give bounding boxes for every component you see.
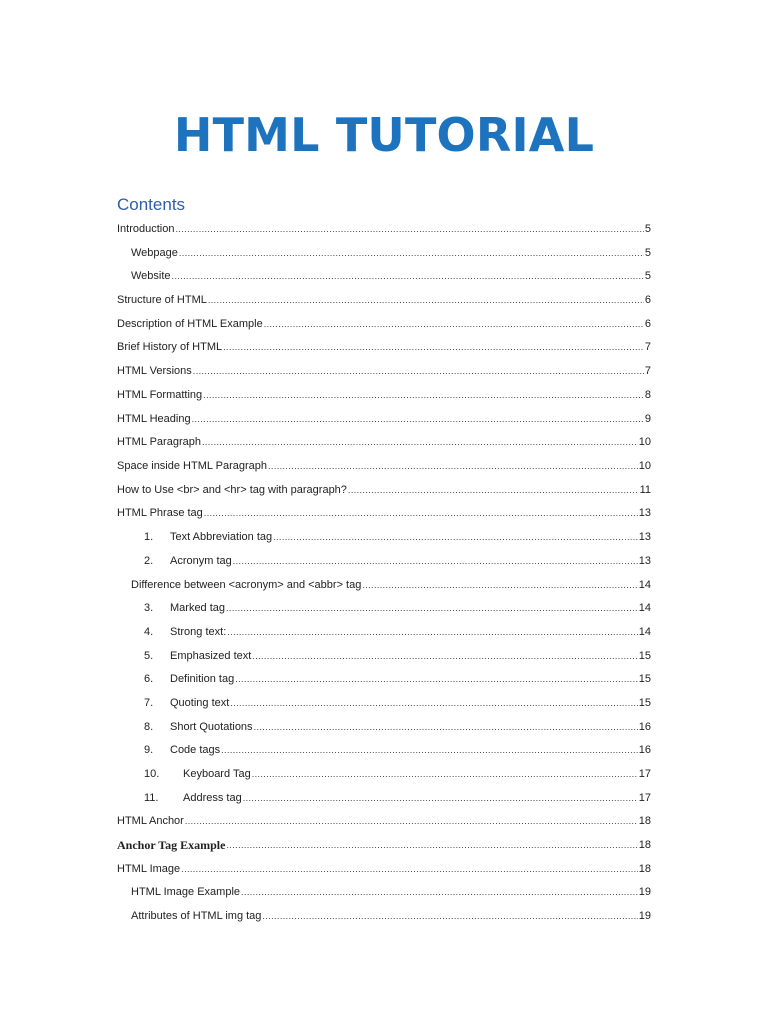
toc-entry[interactable] [117,860,651,876]
toc-entry-number: 1. [144,531,154,543]
toc-entry-number: 5. [144,650,154,662]
toc-leader-dots [203,388,644,402]
toc-entry[interactable] [144,647,651,663]
toc-entry-page: 17 [638,768,651,780]
toc-entry[interactable] [144,623,651,639]
toc-entry-page: 19 [638,886,651,898]
toc-entry[interactable] [144,765,651,781]
toc-entry[interactable] [117,504,651,520]
toc-entry-label: Quoting text [170,697,230,709]
toc-entry-page: 16 [638,721,651,733]
toc-leader-dots [235,672,638,686]
toc-entry[interactable] [117,433,651,449]
toc-entry-label: Text Abbreviation tag [170,531,273,543]
toc-entry[interactable] [117,457,651,473]
toc-entry-label: HTML Anchor [117,815,184,827]
toc-entry-page: 16 [638,744,651,756]
toc-entry-label: Marked tag [170,602,226,614]
toc-entry-page: 13 [638,507,651,519]
toc-leader-dots [227,625,637,639]
toc-leader-dots [262,909,637,923]
toc-entry-label: How to Use <br> and <hr> tag with paragraph? [117,484,347,496]
toc-entry[interactable] [117,362,651,378]
toc-entry-label: Introduction [117,223,175,235]
toc-leader-dots [202,435,638,449]
toc-entry[interactable] [144,552,651,568]
toc-entry-label: Webpage [131,247,178,259]
toc-entry-label: Difference between <acronym> and <abbr> tag [131,579,362,591]
toc-leader-dots [243,791,638,805]
toc-entry-number: 10. [144,768,160,780]
toc-leader-dots [193,364,644,378]
toc-entry[interactable] [131,907,651,923]
toc-entry-page: 6 [644,318,651,330]
toc-entry-page: 15 [638,650,651,662]
toc-entry-page: 11 [639,484,651,496]
toc-entry[interactable] [144,599,651,615]
toc-entry-page: 18 [638,815,651,827]
toc-leader-dots [273,530,638,544]
toc-entry[interactable] [144,789,651,805]
toc-entry-label: Strong text: [170,626,227,638]
toc-entry[interactable] [117,315,651,331]
toc-entry[interactable] [117,410,651,426]
toc-entry-number: 2. [144,555,154,567]
toc-leader-dots [223,340,644,354]
toc-entry-page: 14 [638,602,651,614]
toc-entry[interactable] [117,291,651,307]
toc-entry-label: HTML Image Example [131,886,241,898]
toc-entry[interactable] [117,836,651,852]
toc-entry[interactable] [117,220,651,236]
toc-leader-dots [241,885,638,899]
toc-entry-label: HTML Versions [117,365,192,377]
toc-entry-number: 3. [144,602,154,614]
toc-entry-label: Short Quotations [170,721,253,733]
toc-entry-label: Description of HTML Example [117,318,263,330]
toc-entry[interactable] [117,386,651,402]
toc-leader-dots [230,696,637,710]
toc-entry-page: 13 [638,531,651,543]
toc-entry[interactable] [117,481,651,497]
toc-entry-page: 18 [638,863,651,875]
toc-entry-label: Website [131,270,171,282]
toc-leader-dots [192,412,644,426]
toc-entry[interactable] [144,694,651,710]
toc-leader-dots [233,554,638,568]
toc-entry-page: 15 [638,673,651,685]
toc-leader-dots [185,814,638,828]
toc-leader-dots [179,246,644,260]
toc-entry-number: 4. [144,626,154,638]
toc-entry-label: Code tags [170,744,221,756]
toc-entry[interactable] [144,528,651,544]
toc-entry-page: 10 [638,436,651,448]
toc-entry-label: Anchor Tag Example [117,838,226,852]
toc-entry[interactable] [131,883,651,899]
toc-leader-dots [172,269,644,283]
toc-leader-dots [254,720,638,734]
toc-leader-dots [226,601,638,615]
toc-entry[interactable] [131,244,651,260]
toc-entry-label: Acronym tag [170,555,232,567]
toc-entry-page: 5 [644,223,651,235]
toc-leader-dots [226,838,637,852]
toc-leader-dots [175,222,643,236]
toc-entry-page: 6 [644,294,651,306]
toc-entry-label: Space inside HTML Paragraph [117,460,268,472]
toc-leader-dots [252,649,637,663]
toc-entry[interactable] [117,812,651,828]
toc-entry-number: 6. [144,673,154,685]
toc-entry-label: Definition tag [170,673,235,685]
toc-entry-label: HTML Formatting [117,389,203,401]
toc-leader-dots [362,578,637,592]
toc-entry[interactable] [117,338,651,354]
toc-entry-label: Attributes of HTML img tag [131,910,262,922]
toc-entry-label: HTML Paragraph [117,436,201,448]
toc-entry-label: HTML Image [117,863,181,875]
toc-entry-page: 17 [638,792,651,804]
toc-entry-label: Structure of HTML [117,294,207,306]
toc-entry-number: 8. [144,721,154,733]
toc-entry-label: Emphasized text [170,650,252,662]
toc-entry-label: HTML Phrase tag [117,507,203,519]
contents-heading: Contents [117,195,186,214]
toc-entry-label: Keyboard Tag [183,768,251,780]
document-title: HTML TUTORIAL [173,108,595,162]
toc-entry[interactable] [131,267,651,283]
toc-leader-dots [264,317,644,331]
toc-entry-page: 5 [644,270,651,282]
toc-leader-dots [221,743,638,757]
toc-entry-number: 9. [144,744,154,756]
toc-entry-page: 9 [644,413,651,425]
toc-entry-label: HTML Heading [117,413,191,425]
toc-entry-page: 19 [638,910,651,922]
toc-entry-number: 11. [144,792,159,804]
toc-leader-dots [348,483,639,497]
toc-entry-page: 15 [638,697,651,709]
toc-entry[interactable] [144,718,651,734]
toc-entry-number: 7. [144,697,154,709]
toc-entry-label: Brief History of HTML [117,341,223,353]
toc-entry-label: Address tag [183,792,242,804]
toc-entry-page: 14 [638,626,651,638]
toc-entry-page: 10 [638,460,651,472]
toc-leader-dots [268,459,638,473]
toc-leader-dots [204,506,638,520]
toc-leader-dots [252,767,638,781]
toc-leader-dots [208,293,644,307]
toc-entry[interactable] [144,741,651,757]
toc-entry-page: 8 [644,389,651,401]
toc-entry[interactable] [131,576,651,592]
toc-entry-page: 13 [638,555,651,567]
toc-entry-page: 5 [644,247,651,259]
toc-entry-page: 7 [644,365,651,377]
toc-entry[interactable] [144,670,651,686]
toc-leader-dots [181,862,638,876]
toc-entry-page: 18 [638,839,651,851]
toc-entry-page: 7 [644,341,651,353]
toc-entry-page: 14 [638,579,651,591]
